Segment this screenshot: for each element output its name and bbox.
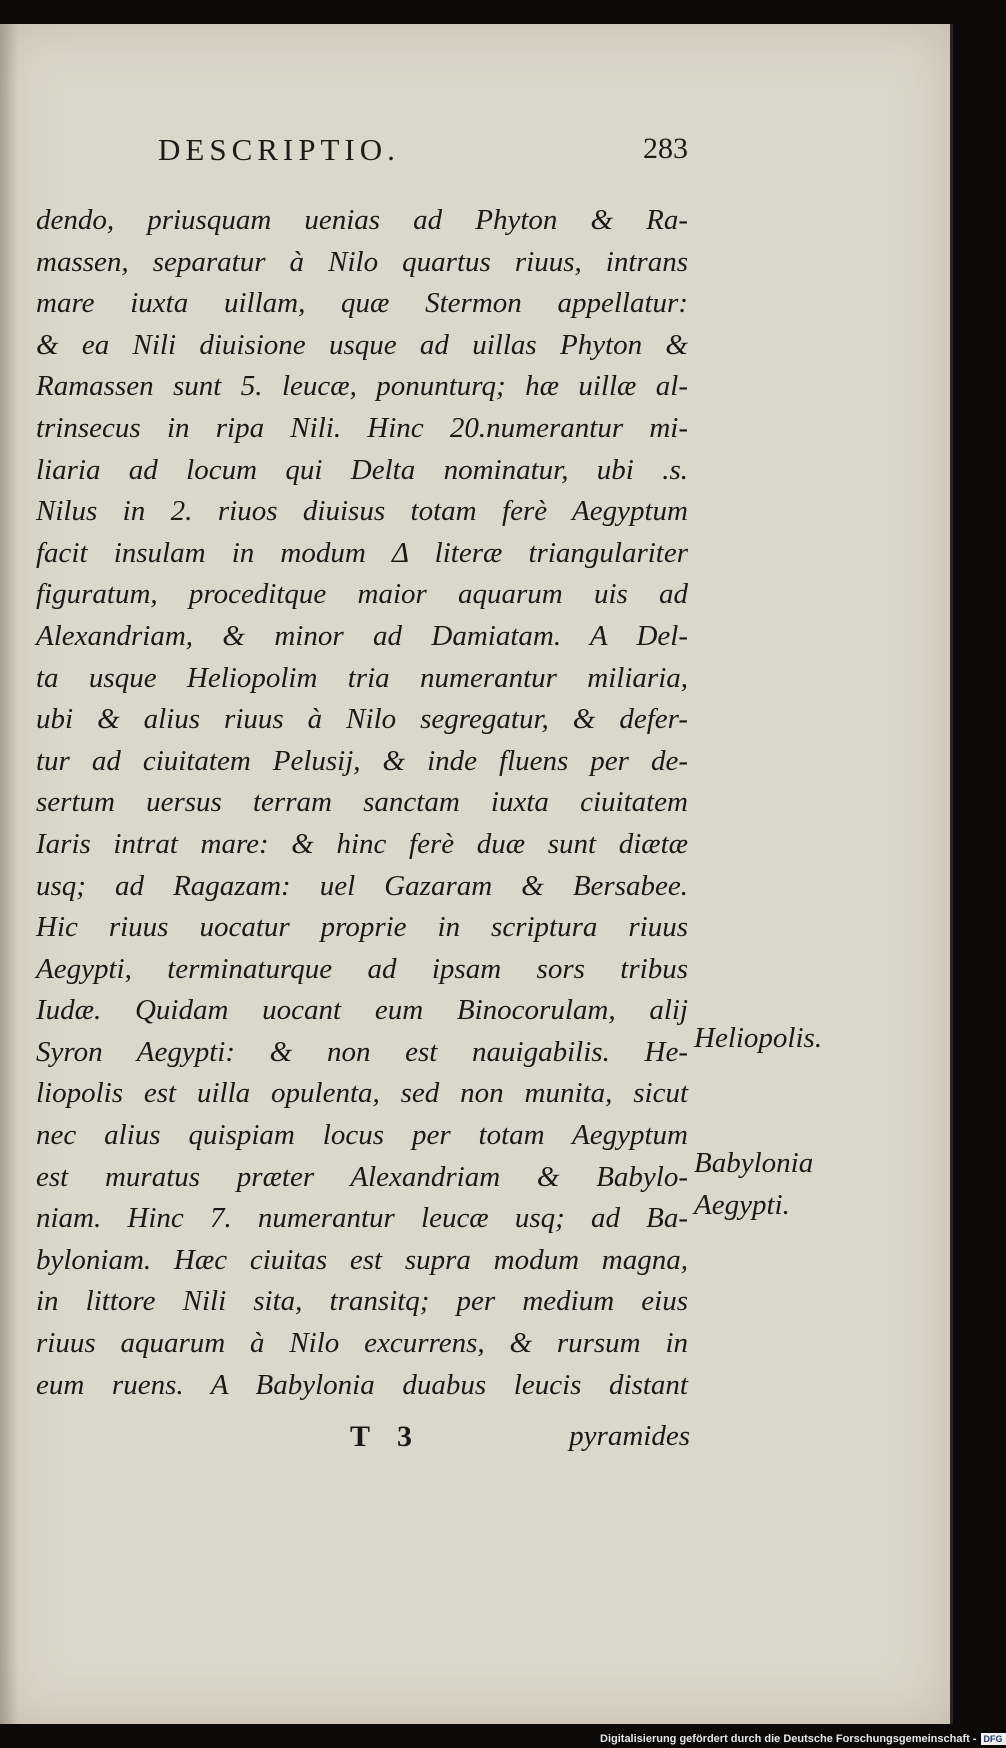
page-footer [350,1420,690,1460]
text-line: sertum uersus terram sanctam iuxta ciuitatem [36,786,688,819]
text-line: tur ad ciuitatem Pelusij, & inde fluens per de- [36,744,688,777]
signature-mark: T 3 [350,1420,422,1453]
text-line: mare iuxta uillam, quæ Stermon appellatur: [36,287,688,320]
text-line: Aegypti, terminaturque ad ipsam sors tribus [36,952,688,985]
text-line: in littore Nili sita, transitq; per medium eius [36,1285,688,1318]
text-line: est muratus præter Alexandriam & Babylo- [36,1160,688,1193]
text-line: liopolis est uilla opulenta, sed non munita, sicut [36,1077,688,1110]
text-line: nec alius quispiam locus per totam Aegyptum [36,1119,688,1152]
text-line: Hic riuus uocatur proprie in scriptura riuus [36,911,688,944]
text-line: eum ruens. A Babylonia duabus leucis distant [36,1368,688,1401]
text-line: trinsecus in ripa Nili. Hinc 20.numerantur mi- [36,411,688,444]
text-line: Iaris intrat mare: & hinc ferè duæ sunt diætæ [36,827,688,860]
text-line: ta usque Heliopolim tria numerantur miliaria, [36,661,688,694]
page-header [158,132,688,172]
text-line: massen, separatur à Nilo quartus riuus, intrans [36,245,688,278]
text-line: niam. Hinc 7. numerantur leucæ usq; ad Ba- [36,1202,688,1235]
margin-note-heliopolis: Heliopolis. [694,1022,823,1054]
catchword: pyramides [569,1420,690,1452]
body-text [36,200,688,1406]
text-line: ubi & alius riuus à Nilo segregatur, & defer- [36,703,688,736]
text-line: riuus aquarum à Nilo excurrens, & rursum in [36,1327,688,1360]
text-line: liaria ad locum qui Delta nominatur, ubi .s. [36,453,688,486]
text-line: dendo, priusquam uenias ad Phyton & Ra- [36,204,688,236]
text-line: byloniam. Hæc ciuitas est supra modum magna, [36,1243,688,1276]
text-line: Ramassen sunt 5. leucæ, ponunturq; hæ uillæ al- [36,370,688,403]
text-line: figuratum, proceditque maior aquarum uis ad [36,578,688,611]
digitization-credit-bar [600,1730,1006,1748]
text-line: usq; ad Ragazam: uel Gazaram & Bersabee. [36,869,688,902]
text-line: Iudæ. Quidam uocant eum Binocorulam, alij [36,994,688,1027]
margin-note-babylonia: Babylonia [694,1147,814,1179]
text-line: & ea Nili diuisione usque ad uillas Phyton & [36,328,688,361]
text-line: Syron Aegypti: & non est nauigabilis. He- [36,1035,688,1068]
text-line: facit insulam in modum Δ literæ triangulariter [36,536,688,569]
text-line: Nilus in 2. riuos diuisus totam ferè Aegyptum [36,495,688,528]
running-title: DESCRIPTIO. [158,132,400,167]
dfg-logo: DFG [981,1733,1006,1745]
text-line: Alexandriam, & minor ad Damiatam. A Del- [36,619,688,652]
book-page [0,24,953,1724]
page-number: 283 [643,132,688,165]
digitization-credit: Digitalisierung gefördert durch die Deutsche Forschungsgemeinschaft - [600,1733,977,1745]
margin-note-aegypti: Aegypti. [694,1189,790,1221]
